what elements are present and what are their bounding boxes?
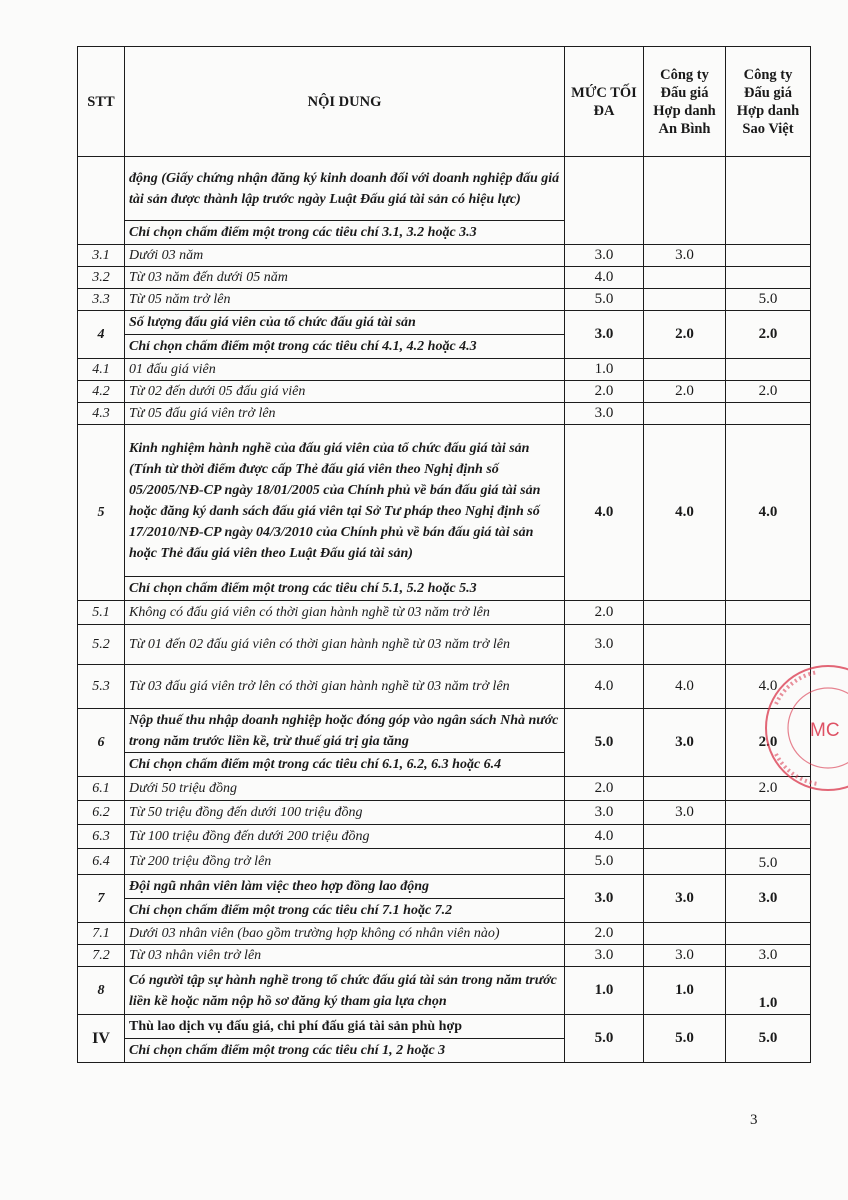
table-row: [78, 245, 811, 267]
row-content: Từ 05 năm trở lên: [125, 289, 565, 311]
table-row: [78, 267, 811, 289]
row-score-b: [726, 359, 811, 381]
table-row: [78, 923, 811, 945]
row-content: động (Giấy chứng nhận đăng ký kinh doanh đối với doanh nghiệp đấu giá tài sản được thành lập trước ngày Luật Đấu giá tài sản có hiệu lực): [125, 157, 565, 221]
row-stt: [78, 157, 125, 245]
row-stt: 3.3: [78, 289, 125, 311]
header-max-score: MỨC TỐI ĐA: [565, 47, 644, 157]
table-row: [78, 625, 811, 665]
row-max: 2.0: [565, 777, 644, 801]
row-stt: 3.1: [78, 245, 125, 267]
row-score-b: 2.0: [726, 311, 811, 359]
row-content: Chỉ chọn chấm điểm một trong các tiêu chí 1, 2 hoặc 3: [125, 1039, 565, 1063]
row-stt: 6: [78, 709, 125, 777]
row-content: Từ 50 triệu đồng đến dưới 100 triệu đồng: [125, 801, 565, 825]
evaluation-table: [77, 46, 811, 1063]
row-score-a: [644, 777, 726, 801]
row-content: Nộp thuế thu nhập doanh nghiệp hoặc đóng góp vào ngân sách Nhà nước trong năm trước liền kề, trừ thuế giá trị gia tăng: [125, 709, 565, 753]
row-content: Chỉ chọn chấm điểm một trong các tiêu chí 3.1, 3.2 hoặc 3.3: [125, 221, 565, 245]
row-stt: 4.2: [78, 381, 125, 403]
row-content: Dưới 03 năm: [125, 245, 565, 267]
row-max: 4.0: [565, 267, 644, 289]
row-stt: 4: [78, 311, 125, 359]
row-max: 2.0: [565, 923, 644, 945]
table-row: [78, 665, 811, 709]
row-score-a: 1.0: [644, 967, 726, 1015]
table-row: [78, 709, 811, 753]
row-score-a: [644, 359, 726, 381]
row-content: Không có đấu giá viên có thời gian hành nghề từ 03 năm trở lên: [125, 601, 565, 625]
row-max: 3.0: [565, 945, 644, 967]
row-max: 3.0: [565, 403, 644, 425]
row-content: Từ 03 đấu giá viên trở lên có thời gian hành nghề từ 03 năm trở lên: [125, 665, 565, 709]
row-score-a: 3.0: [644, 875, 726, 923]
row-score-a: [644, 267, 726, 289]
row-content: Từ 03 năm đến dưới 05 năm: [125, 267, 565, 289]
row-score-a: [644, 601, 726, 625]
row-stt: IV: [78, 1015, 125, 1063]
row-content: Chỉ chọn chấm điểm một trong các tiêu chí 4.1, 4.2 hoặc 4.3: [125, 335, 565, 359]
row-content: Từ 200 triệu đồng trở lên: [125, 849, 565, 875]
table-row: [78, 381, 811, 403]
row-stt: 6.2: [78, 801, 125, 825]
row-score-b: 5.0: [726, 289, 811, 311]
table-row: [78, 425, 811, 577]
table-row: [78, 777, 811, 801]
row-score-b: [726, 267, 811, 289]
row-max: 4.0: [565, 665, 644, 709]
row-score-b: 5.0: [726, 1015, 811, 1063]
header-stt: STT: [78, 47, 125, 157]
row-stt: 5.3: [78, 665, 125, 709]
row-score-b: 2.0: [726, 709, 811, 777]
row-score-a: 2.0: [644, 311, 726, 359]
row-score-a: [644, 923, 726, 945]
row-max: 2.0: [565, 601, 644, 625]
row-max: 3.0: [565, 875, 644, 923]
row-max: 5.0: [565, 289, 644, 311]
row-stt: 5: [78, 425, 125, 601]
company-seal: [758, 658, 848, 798]
row-content: Đội ngũ nhân viên làm việc theo hợp đồng lao động: [125, 875, 565, 899]
table-row: [78, 967, 811, 1015]
row-stt: 4.1: [78, 359, 125, 381]
table-row: [78, 1015, 811, 1039]
row-score-b: 4.0: [726, 665, 811, 709]
row-score-b: [726, 403, 811, 425]
row-score-b: 1.0: [726, 967, 811, 1015]
row-stt: 6.4: [78, 849, 125, 875]
row-content: Chỉ chọn chấm điểm một trong các tiêu chí 7.1 hoặc 7.2: [125, 899, 565, 923]
row-score-a: 3.0: [644, 801, 726, 825]
row-score-a: [644, 625, 726, 665]
row-score-b: 2.0: [726, 381, 811, 403]
row-max: [565, 157, 644, 245]
row-max: 4.0: [565, 425, 644, 601]
row-stt: 4.3: [78, 403, 125, 425]
row-max: 5.0: [565, 709, 644, 777]
header-row: [78, 47, 811, 157]
row-content: Chỉ chọn chấm điểm một trong các tiêu chí 6.1, 6.2, 6.3 hoặc 6.4: [125, 753, 565, 777]
show-through-text: ⠀: [180, 100, 189, 114]
table-row: [78, 849, 811, 875]
row-score-b: [726, 157, 811, 245]
row-content: Thù lao dịch vụ đấu giá, chi phí đấu giá tài sản phù hợp: [125, 1015, 565, 1039]
row-content: Kinh nghiệm hành nghề của đấu giá viên của tổ chức đấu giá tài sản (Tính từ thời điểm được cấp Thẻ đấu giá viên theo Nghị định số 05/2005/NĐ-CP ngày 18/01/2005 của Chính phủ về bán đấu giá tài sản hoặc đăng ký danh sách đấu giá viên tại Sở Tư pháp theo Nghị định số 17/2010/NĐ-CP ngày 04/3/2010 của Chính phủ về bán đấu giá tài sản hoặc Thẻ đấu giá viên theo Luật Đấu giá tài sản): [125, 425, 565, 577]
row-content: Dưới 50 triệu đồng: [125, 777, 565, 801]
table-row: [78, 801, 811, 825]
header-company-an-binh: Công ty Đấu giá Hợp danh An Bình: [644, 47, 726, 157]
row-max: 1.0: [565, 359, 644, 381]
row-score-a: 5.0: [644, 1015, 726, 1063]
row-score-a: [644, 825, 726, 849]
row-content: Từ 05 đấu giá viên trở lên: [125, 403, 565, 425]
row-content: Từ 100 triệu đồng đến dưới 200 triệu đồng: [125, 825, 565, 849]
row-content: Chỉ chọn chấm điểm một trong các tiêu chí 5.1, 5.2 hoặc 5.3: [125, 577, 565, 601]
row-stt: 7.2: [78, 945, 125, 967]
row-score-b: 2.0: [726, 777, 811, 801]
row-content: Từ 01 đến 02 đấu giá viên có thời gian hành nghề từ 03 năm trở lên: [125, 625, 565, 665]
row-score-a: 4.0: [644, 425, 726, 601]
row-score-a: 4.0: [644, 665, 726, 709]
row-max: 1.0: [565, 967, 644, 1015]
row-score-a: [644, 849, 726, 875]
row-score-b: [726, 601, 811, 625]
header-company-sao-viet: Công ty Đấu giá Hợp danh Sao Việt: [726, 47, 811, 157]
row-stt: 7.1: [78, 923, 125, 945]
row-stt: 7: [78, 875, 125, 923]
row-max: 3.0: [565, 245, 644, 267]
row-score-a: 2.0: [644, 381, 726, 403]
row-score-b: [726, 923, 811, 945]
row-stt: 5.2: [78, 625, 125, 665]
page-number: 3: [750, 1112, 758, 1128]
row-stt: 3.2: [78, 267, 125, 289]
row-score-b: 3.0: [726, 875, 811, 923]
row-score-a: [644, 157, 726, 245]
table-row: [78, 157, 811, 221]
row-score-b: 3.0: [726, 945, 811, 967]
table-row: [78, 359, 811, 381]
row-max: 5.0: [565, 1015, 644, 1063]
row-score-b: [726, 825, 811, 849]
row-score-b: 5.0: [726, 849, 811, 875]
row-content: Có người tập sự hành nghề trong tổ chức đấu giá tài sản trong năm trước liền kề hoặc năm nộp hồ sơ đăng ký tham gia lựa chọn: [125, 967, 565, 1015]
row-content: Dưới 03 nhân viên (bao gồm trường hợp không có nhân viên nào): [125, 923, 565, 945]
row-score-a: [644, 403, 726, 425]
table-row: [78, 601, 811, 625]
row-stt: 5.1: [78, 601, 125, 625]
row-max: 5.0: [565, 849, 644, 875]
row-content: Từ 03 nhân viên trở lên: [125, 945, 565, 967]
row-score-a: 3.0: [644, 945, 726, 967]
row-max: 3.0: [565, 625, 644, 665]
table-row: [78, 825, 811, 849]
table-row: [78, 311, 811, 335]
table-row: [78, 289, 811, 311]
row-score-a: [644, 289, 726, 311]
row-stt: 6.3: [78, 825, 125, 849]
table-row: [78, 403, 811, 425]
row-score-b: [726, 801, 811, 825]
table-row: [78, 875, 811, 899]
row-max: 2.0: [565, 381, 644, 403]
row-content: 01 đấu giá viên: [125, 359, 565, 381]
row-max: 3.0: [565, 801, 644, 825]
row-max: 4.0: [565, 825, 644, 849]
row-max: 3.0: [565, 311, 644, 359]
row-score-b: [726, 245, 811, 267]
row-score-a: 3.0: [644, 245, 726, 267]
header-content: NỘI DUNG: [125, 47, 565, 157]
row-content: Từ 02 đến dưới 05 đấu giá viên: [125, 381, 565, 403]
row-content: Số lượng đấu giá viên của tổ chức đấu giá tài sản: [125, 311, 565, 335]
row-score-a: 3.0: [644, 709, 726, 777]
row-stt: 8: [78, 967, 125, 1015]
table-row: [78, 945, 811, 967]
row-stt: 6.1: [78, 777, 125, 801]
row-score-b: 4.0: [726, 425, 811, 601]
seal-text: MC: [810, 720, 840, 741]
